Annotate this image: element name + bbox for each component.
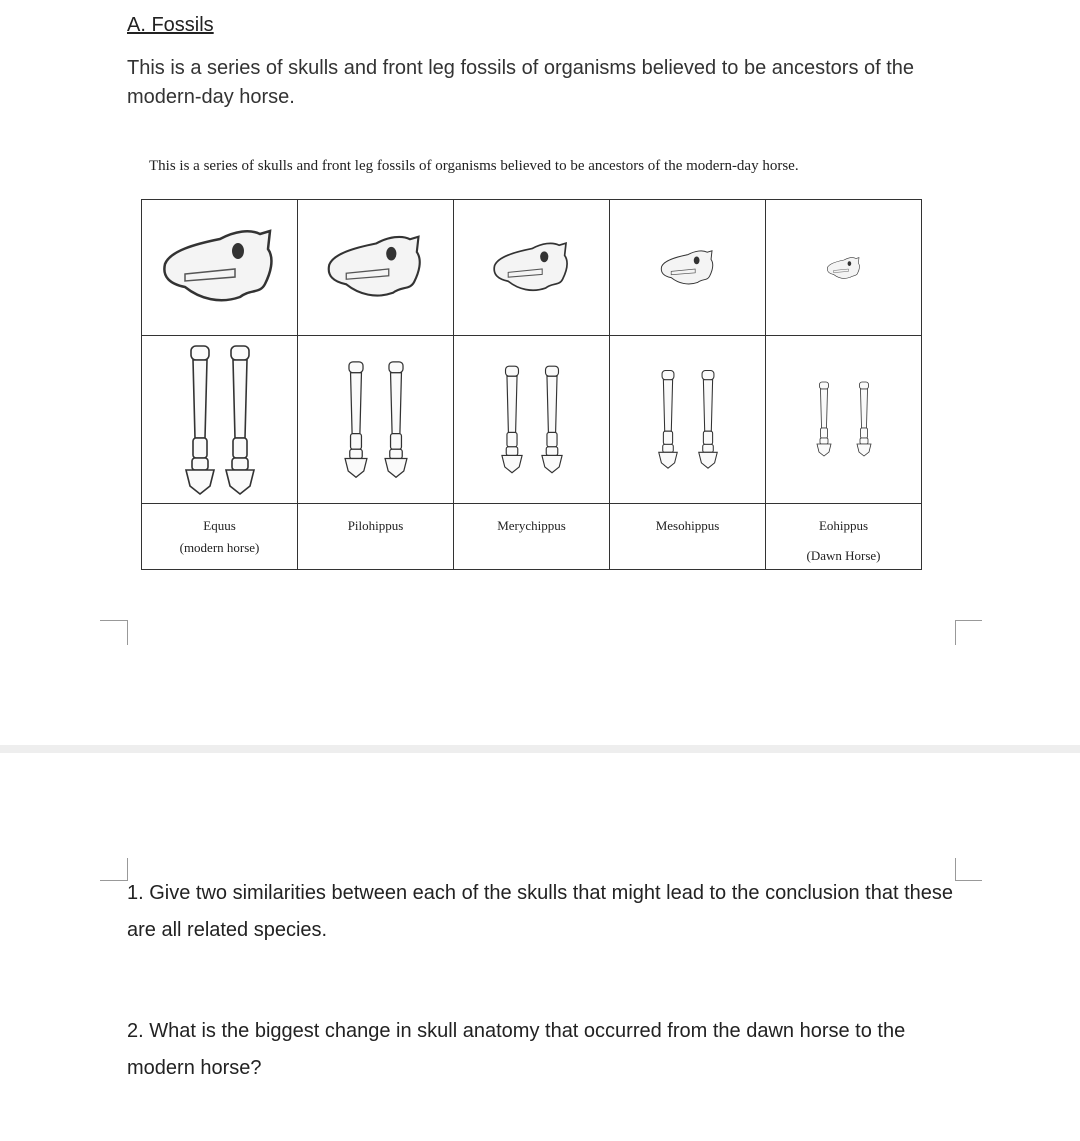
crop-mark xyxy=(100,620,127,621)
leg-bone-drawing xyxy=(698,370,716,468)
leg-cell xyxy=(766,336,922,504)
leg-bone-drawing xyxy=(385,361,407,476)
skull-image xyxy=(769,201,919,331)
skull-drawing xyxy=(661,250,712,283)
skull-drawing xyxy=(164,231,271,300)
species-name: Mesohippus xyxy=(655,518,720,533)
name-cell xyxy=(142,504,298,570)
section-heading: A. Fossils xyxy=(127,14,214,36)
leg-cell xyxy=(142,336,298,504)
leg-cell xyxy=(454,336,610,504)
species-note: (Dawn Horse) xyxy=(806,548,881,563)
species-name: Equus xyxy=(203,518,236,533)
skull-row xyxy=(142,200,922,336)
name-cell xyxy=(298,504,454,570)
name-row xyxy=(142,504,922,570)
leg-image xyxy=(301,338,451,498)
page-break xyxy=(0,745,1080,753)
skull-image xyxy=(145,201,295,331)
leg-bone-drawing xyxy=(857,382,871,456)
skull-image xyxy=(301,201,451,331)
leg-cell xyxy=(298,336,454,504)
leg-bone-drawing xyxy=(658,370,676,468)
skull-cell xyxy=(610,200,766,336)
leg-image xyxy=(769,338,919,498)
skull-drawing xyxy=(827,257,859,278)
leg-bone-drawing xyxy=(541,366,561,473)
question-1: 1. Give two similarities between each of the skulls that might lead to the conclusion that these are all related species. xyxy=(127,882,953,941)
question-2: 2. What is the biggest change in skull anatomy that occurred from the dawn horse to the modern horse? xyxy=(127,1020,906,1079)
skull-drawing xyxy=(328,236,419,295)
skull-image xyxy=(613,201,763,331)
crop-mark xyxy=(955,620,982,621)
leg-bone-drawing xyxy=(345,361,367,476)
leg-image xyxy=(613,338,763,498)
leg-bone-drawing xyxy=(226,346,254,494)
skull-cell xyxy=(298,200,454,336)
skull-cell xyxy=(766,200,922,336)
species-name: Eohippus xyxy=(818,518,869,533)
species-name: Merychippus xyxy=(497,518,566,533)
leg-row xyxy=(142,336,922,504)
fossil-table xyxy=(141,199,922,570)
crop-mark xyxy=(100,880,128,881)
species-note: (modern horse) xyxy=(179,540,260,555)
name-cell xyxy=(454,504,610,570)
name-cell xyxy=(766,504,922,570)
figure-caption: This is a series of skulls and front leg fossils of organisms believed to be ancestors of the modern-day horse. xyxy=(149,158,799,174)
crop-mark xyxy=(955,620,956,645)
skull-drawing xyxy=(494,243,567,290)
leg-cell xyxy=(610,336,766,504)
skull-cell xyxy=(142,200,298,336)
leg-bone-drawing xyxy=(186,346,214,494)
skull-cell xyxy=(454,200,610,336)
skull-image xyxy=(457,201,607,331)
leg-bone-drawing xyxy=(501,366,521,473)
leg-image xyxy=(457,338,607,498)
species-name: Pilohippus xyxy=(347,518,404,533)
crop-mark xyxy=(127,620,128,645)
intro-paragraph: This is a series of skulls and front leg fossils of organisms believed to be ancestors of the modern-day horse. xyxy=(127,57,915,108)
leg-bone-drawing xyxy=(817,382,831,456)
name-cell xyxy=(610,504,766,570)
leg-image xyxy=(145,338,295,498)
